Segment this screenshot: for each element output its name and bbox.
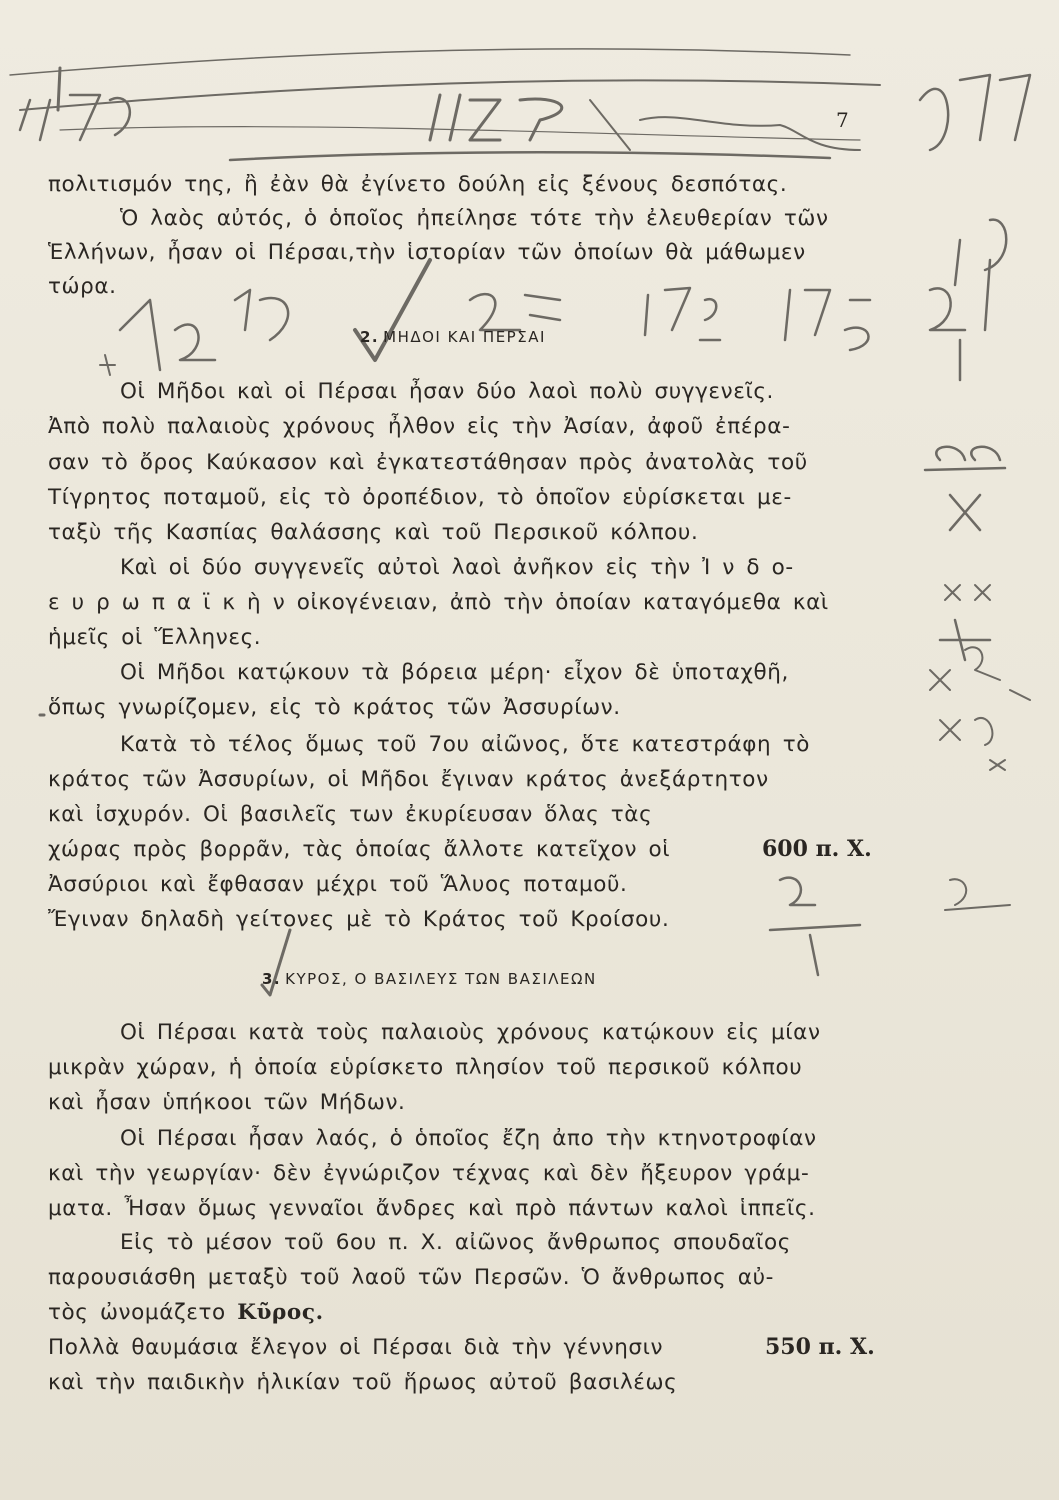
text-line: ὅπως γνωρίζομεν, εἰς τὸ κράτος τῶν Ἀσσυρίων. [48,695,621,720]
section-title: ΜΗΔΟΙ ΚΑΙ ΠΕΡΣΑΙ [383,328,546,346]
text-line: Ἀσσύριοι καὶ ἔφθασαν μέχρι τοῦ Ἅλυος ποταμοῦ. [48,872,628,897]
text-line: καὶ τὴν γεωργίαν· δὲν ἐγνώριζον τέχνας καὶ δὲν ἤξευρον γράμ- [48,1161,810,1186]
section-number: 3. [262,970,282,988]
text-line: Οἱ Μῆδοι κατῴκουν τὰ βόρεια μέρη· εἶχον δὲ ὑποταχθῆ, [120,660,789,685]
text-line: Οἱ Πέρσαι ἦσαν λαός, ὁ ὁποῖος ἔζη ἀπο τὴν κτηνοτροφίαν [120,1126,817,1151]
section-number: 2. [360,328,380,346]
text-line: ε υ ρ ω π α ϊ κ ὴ ν οἰκογένειαν, ἀπὸ τὴν ὁποίαν καταγόμεθα καὶ [48,590,829,615]
text-line: ἡμεῖς οἱ Ἕλληνες. [48,625,262,650]
text-line: ματα. Ἦσαν ὅμως γενναῖοι ἄνδρες καὶ πρὸ πάντων καλοὶ ἱππεῖς. [48,1196,816,1221]
text-line: σαν τὸ ὄρος Καύκασον καὶ ἐγκατεστάθησαν πρὸς ἀνατολὰς τοῦ [48,450,808,475]
text-line: Ὁ λαὸς αὐτός, ὁ ὁποῖος ἠπείλησε τότε τὴν ἐλευθερίαν τῶν [120,206,829,231]
text-line: Οἱ Πέρσαι κατὰ τοὺς παλαιοὺς χρόνους κατῴκουν εἰς μίαν [120,1020,821,1045]
text-line [48,1298,324,1328]
text-line: Εἰς τὸ μέσον τοῦ 6ου π. Χ. αἰῶνος ἄνθρωπος σπουδαῖος [120,1230,792,1255]
text-line: καὶ τὴν παιδικὴν ἡλικίαν τοῦ ἥρωος αὐτοῦ βασιλέως [48,1370,678,1395]
text-line: Ἀπὸ πολὺ παλαιοὺς χρόνους ἦλθον εἰς τὴν Ἀσίαν, ἀφοῦ ἐπέρα- [48,414,791,439]
text-line: Οἱ Μῆδοι καὶ οἱ Πέρσαι ἦσαν δύο λαοὶ πολὺ συγγενεῖς. [120,379,774,404]
text-line: παρουσιάσθη μεταξὺ τοῦ λαοῦ τῶν Περσῶν. Ὁ ἄνθρωπος αὐ- [48,1265,774,1290]
text-line: καὶ ἰσχυρόν. Οἱ βασιλεῖς των ἐκυρίευσαν ὅλας τὰς [48,802,653,827]
text-line: μικρὰν χώραν, ἡ ὁποία εὑρίσκετο πλησίον τοῦ περσικοῦ κόλπου [48,1055,803,1080]
text-line: Πολλὰ θαυμάσια ἔλεγον οἱ Πέρσαι διὰ τὴν γέννησιν [48,1335,664,1360]
text-line: Ἑλλήνων, ἦσαν οἱ Πέρσαι,τὴν ἱστορίαν τῶν ὁποίων θὰ μάθωμεν [48,240,806,265]
section-title: ΚΥΡΟΣ, Ο ΒΑΣΙΛΕΥΣ ΤΩΝ ΒΑΣΙΛΕΩΝ [285,970,597,988]
text-fragment: τὸς ὠνομάζετο [48,1300,226,1325]
text-line: πολιτισμόν της, ἢ ἐὰν θὰ ἐγίνετο δούλη εἰς ξένους δεσπότας. [48,172,788,197]
text-line: Καὶ οἱ δύο συγγενεῖς αὐτοὶ λαοὶ ἀνῆκον εἰς τὴν Ἰ ν δ ο- [120,555,794,580]
text-line: Ἔγιναν δηλαδὴ γείτονες μὲ τὸ Κράτος τοῦ Κροίσου. [48,907,670,932]
margin-date: 550 π. Χ. [765,1334,875,1360]
text-line: καὶ ἦσαν ὑπήκοοι τῶν Μήδων. [48,1090,406,1115]
margin-date: 600 π. Χ. [762,836,872,862]
text-line: Κατὰ τὸ τέλος ὅμως τοῦ 7ου αἰῶνος, ὅτε κατεστράφη τὸ [120,732,811,757]
page-number: 7 [836,108,849,132]
text-line: τώρα. [48,274,117,299]
text-line: κράτος τῶν Ἀσσυρίων, οἱ Μῆδοι ἔγιναν κράτος ἀνεξάρτητον [48,767,769,792]
text-line: ταξὺ τῆς Κασπίας θαλάσσης καὶ τοῦ Περσικοῦ κόλπου. [48,520,699,545]
text-line: Τίγρητος ποταμοῦ, εἰς τὸ ὀροπέδιον, τὸ ὁποῖον εὑρίσκεται με- [48,485,792,510]
section-heading-cyrus [262,970,597,988]
name-cyrus: Κῦρος. [237,1300,324,1325]
section-heading-medes-persians [360,328,546,346]
text-line: χώρας πρὸς βορρᾶν, τὰς ὁποίας ἄλλοτε κατεῖχον οἱ [48,837,671,862]
